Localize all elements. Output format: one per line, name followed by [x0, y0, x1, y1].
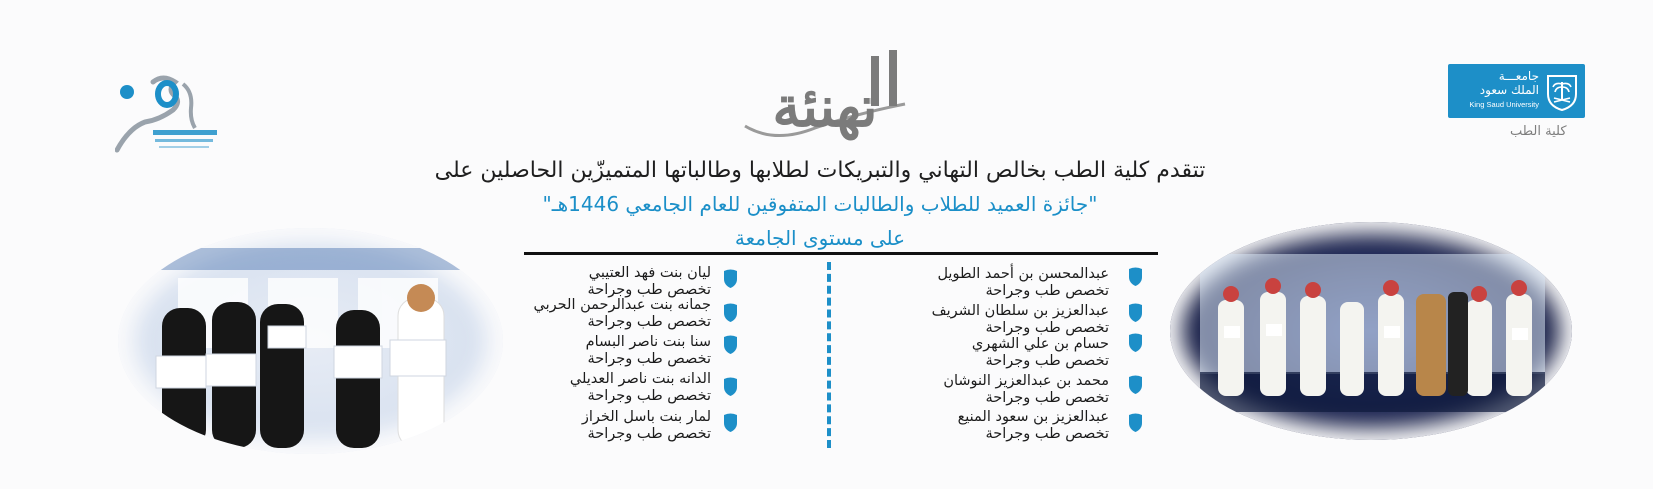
dean-award-logo	[115, 72, 235, 158]
shield-icon	[723, 412, 738, 432]
column-divider	[827, 262, 831, 448]
congrats-calligraphy: تهنئة	[735, 44, 915, 144]
students-group-illustration	[118, 228, 503, 454]
shield-icon	[1128, 302, 1143, 322]
ksu-logo	[1448, 64, 1585, 118]
shield-icon	[723, 334, 738, 354]
shield-icon	[723, 376, 738, 396]
shield-icon	[1128, 266, 1143, 286]
award-level: على مستوى الجامعة	[734, 226, 906, 250]
ceremony-group-illustration	[1170, 222, 1572, 440]
separator-line	[524, 252, 1158, 255]
college-label: كلية الطب	[1510, 124, 1567, 139]
list-item: عبدالعزيز بن سعود المنيع تخصص طب وجراحة	[957, 409, 1109, 442]
list-item: محمد بن عبدالعزيز النوشان تخصص طب وجراحة	[943, 373, 1109, 406]
list-item: لمار بنت باسل الخراز تخصص طب وجراحة	[581, 409, 711, 442]
headline: تتقدم كلية الطب بخالص التهاني والتبريكات لطلابها وطالباتها المتميزّين الحاصلين على	[434, 158, 1206, 183]
palm-emblem-icon	[1545, 70, 1579, 112]
award-title: "جائزة العميد للطلاب والطالبات المتفوقين للعام الجامعي 1446هـ"	[542, 192, 1098, 216]
list-item: سنا بنت ناصر البسام تخصص طب وجراحة	[585, 334, 711, 367]
list-item: ليان بنت فهد العتيبي تخصص طب وجراحة	[587, 265, 711, 298]
shield-icon	[723, 268, 738, 288]
list-item: حسام بن علي الشهري تخصص طب وجراحة	[971, 336, 1109, 369]
students-photo	[118, 228, 503, 454]
shield-icon	[1128, 332, 1143, 352]
shield-icon	[1128, 412, 1143, 432]
list-item: الدانه بنت ناصر العديلي تخصص طب وجراحة	[569, 371, 711, 404]
shield-icon	[723, 302, 738, 322]
shield-icon	[1128, 374, 1143, 394]
ceremony-photo	[1170, 222, 1572, 440]
list-item: عبدالعزيز بن سلطان الشريف تخصص طب وجراحة	[931, 303, 1109, 336]
university-name-ar: جامعـــة الملك سعود	[1479, 69, 1539, 97]
list-item: عبدالمحسن بن أحمد الطويل تخصص طب وجراحة	[937, 266, 1109, 299]
list-item: جمانه بنت عبدالرحمن الحربي تخصص طب وجراحة	[533, 297, 711, 330]
university-name-en: King Saud University	[1469, 100, 1539, 109]
